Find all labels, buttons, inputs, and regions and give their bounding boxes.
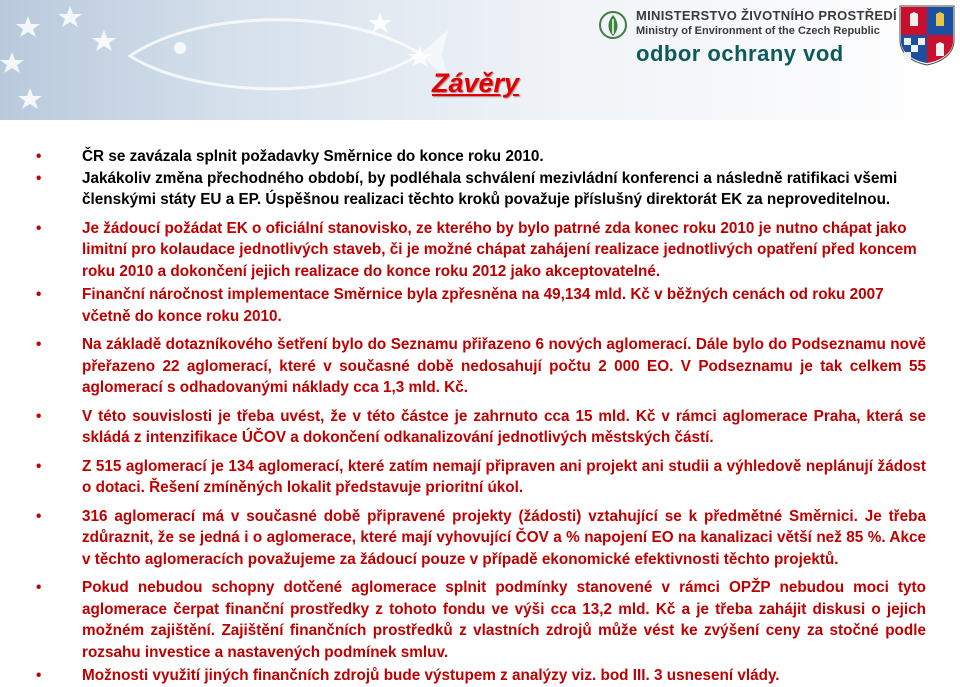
list-item [36,284,926,327]
list-item [36,146,926,168]
list-item-text: Možnosti využití jiných finančních zdrojů bude výstupem z analýzy viz. bod III. 3 usnesení vlády. [82,667,780,684]
bullet-icon: • [36,169,42,187]
bullet-icon: • [36,579,42,596]
bullet-icon: • [36,148,42,165]
bullet-icon: • [36,336,42,353]
coat-of-arms-icon [898,4,956,66]
ministry-name: MINISTERSTVO ŽIVOTNÍHO PROSTŘEDÍ [636,8,897,23]
list-item-text: Pokud nebudou schopny dotčené aglomerace splnit podmínky stanovené v rámci OPŽP nebudou moci tyto aglomerace čerpat finanční prostředky z tohoto fondu ve výši cca 13,2 mld. Kč a je třeba zahájit diskusi o jejich možném zajištění. Zajištění finančních prostředků z vlastních zdrojů může vést ke zvýšení ceny za stočné podle rozsahu investice a nastavených podmínek smluv. [82,579,926,661]
bullet-list [36,146,926,687]
list-item [36,577,926,663]
fish-icon [120,8,450,103]
list-item-text: Jakákoliv změna přechodného období, by podléhala schválení mezivládní konferenci a následně ratifikaci všemi členskými státy EU a EP. Úspěšnou realizaci těchto kroků považuje příslušný direktorát EK za neproveditelnou. [82,169,898,208]
bullet-icon: • [36,219,42,237]
list-item-text: Z 515 aglomerací je 134 aglomerací, které zatím nemají připraven ani projekt ani studii a výhledově neplánují žádost o dotaci. Řešení zmíněných lokalit představuje prioritní úkol. [82,457,926,496]
bullet-icon: • [36,457,42,475]
department-name: odbor ochrany vod [636,41,844,66]
bullet-icon: • [36,407,42,425]
list-item-text: ČR se zavázala splnit požadavky Směrnice do konce roku 2010. [82,148,544,165]
list-item [36,168,926,211]
page-title: Závěry [432,68,520,98]
list-item [36,218,926,283]
list-item [36,506,926,571]
ministry-name-english: Ministry of Environment of the Czech Republic [636,25,880,37]
list-item-text: Na základě dotazníkového šetření bylo do Seznamu přiřazeno 6 nových aglomerací. Dále bylo do Podseznamu nově přeřazeno 22 aglomerací, které v současné době nedosahují počtu 2 000 EO. V Podseznamu je tak celkem 55 aglomerací s odhadovanými náklady cca 1,3 mld. Kč. [82,336,926,396]
list-item-text: V této souvislosti je třeba uvést, že v této částce je zahrnuto cca 15 mld. Kč v rámci aglomerace Praha, která se skládá z intenzifikace ÚČOV a dokončení odkanalizování jednotlivých městských částí. [82,407,926,446]
list-item [36,665,926,687]
bullet-icon: • [36,667,42,684]
bullet-icon: • [36,507,42,525]
bullet-icon: • [36,286,42,303]
list-item [36,334,926,399]
list-item-text: Finanční náročnost implementace Směrnice byla zpřesněna na 49,134 mld. Kč v běžných cenách od roku 2007 včetně do konce roku 2010. [82,286,884,325]
ministry-logo-icon [598,10,628,40]
list-item [36,456,926,499]
list-item-text: Je žádoucí požádat EK o oficiální stanovisko, ze kterého by bylo patrné zda konec roku 2010 je nutno chápat jako limitní pro kolaudace jednotlivých staveb, či je možné chápat zahájení realizace jednotlivých opatření před koncem roku 2010 a dokončení jejich realizace do konce roku 2012 jako akceptovatelné. [82,219,917,280]
list-item [36,406,926,449]
list-item-text: 316 aglomerací má v současné době připravené projekty (žádosti) vztahující se k předmětné Směrnici. Je třeba zdůraznit, že se jedná i o aglomerace, které mají vyhovující ČOV a % napojení EO na kanalizaci větší než 85 %. Akce v těchto aglomeracích považujeme za žádoucí pouze v případě ekonomické efektivnosti těchto projektů. [82,507,926,568]
